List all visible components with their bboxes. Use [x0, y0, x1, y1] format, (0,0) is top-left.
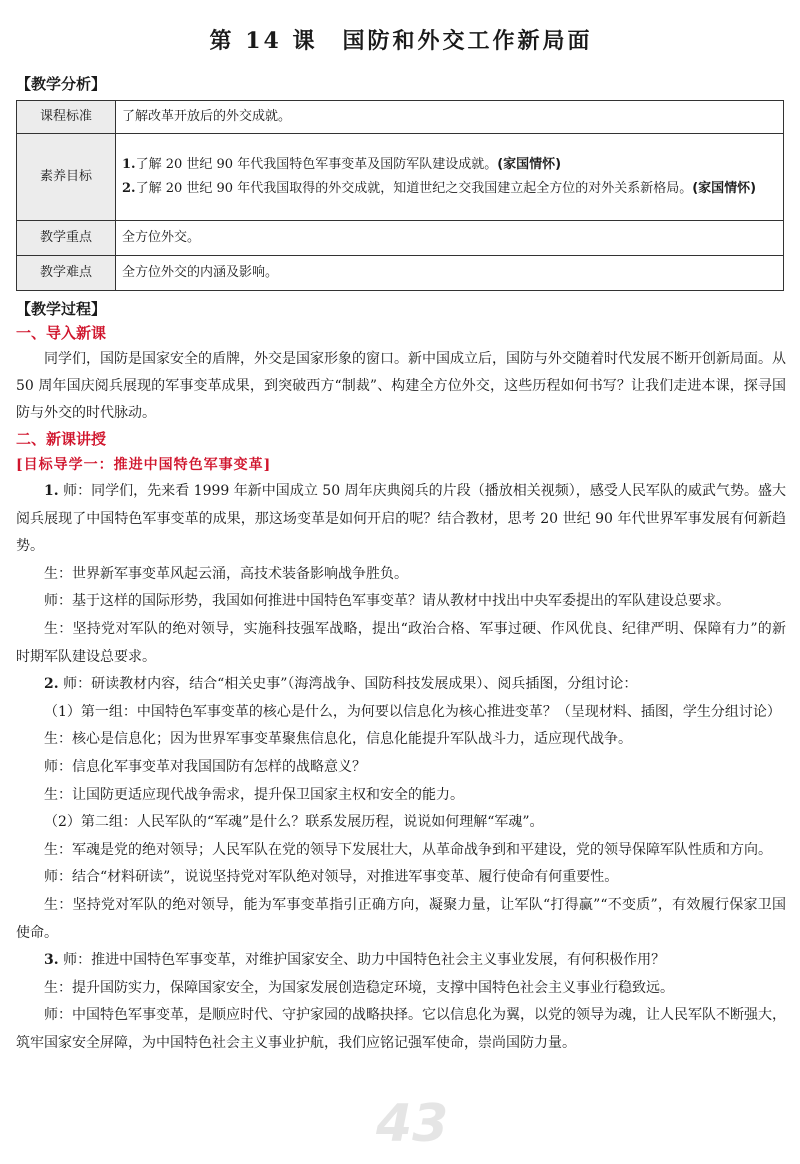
- row-content: 全方位外交的内涵及影响。: [116, 256, 784, 291]
- row-content: 全方位外交。: [116, 221, 784, 256]
- row-label: 教学重点: [17, 221, 116, 256]
- intro-paragraph: 同学们，国防是国家安全的盾牌，外交是国家形象的窗口。新中国成立后，国防与外交随着时代发展不断开创新局面。从 50 周年国庆阅兵展现的军事变革成果，到突破西方“制裁”、构建全方位外交，这些历程如何书写？让我们走进本课，探寻国防与外交的时代脉动。: [16, 351, 786, 421]
- lesson-paragraph: [16, 947, 786, 975]
- paragraph-text: 生：坚持党对军队的绝对领导，能为军事变革指引正确方向，凝聚力量，让军队“打得赢”“不变质”，有效履行保家卫国使命。: [16, 896, 786, 941]
- table-row: [17, 134, 784, 221]
- lesson-paragraph: [16, 975, 786, 1003]
- goal-item: [122, 177, 777, 201]
- goal-text: 了解 20 世纪 90 年代我国特色军事变革及国防军队建设成就。: [135, 157, 498, 172]
- table-row: [17, 256, 784, 291]
- paragraph-text: 师：结合“材料研读”，说说坚持党对军队绝对领导，对推进军事变革、履行使命有何重要性。: [44, 869, 619, 886]
- lesson-paragraph: [16, 478, 786, 561]
- row-label: 教学难点: [17, 256, 116, 291]
- paragraph-text: 师：中国特色军事变革，是顺应时代、守护家园的战略抉择。它以信息化为翼，以党的领导为魂，让人民军队不断强大，筑牢国家安全屏障，为中国特色社会主义事业护航，我们应铭记强军使命，崇尚国防力量。: [16, 1007, 786, 1051]
- page: [16, 26, 786, 1057]
- lesson-paragraph: [16, 864, 786, 892]
- paragraph-text: 师：推进中国特色军事变革，对维护国家安全、助力中国特色社会主义事业发展，有何积极作用？: [63, 952, 666, 969]
- paragraph-text: 师：同学们，先来看 1999 年新中国成立 50 周年庆典阅兵的片段（播放相关视频），感受人民军队的威武气势。盛大阅兵展现了中国特色军事变革的成果，那这场变革是如何开启的呢？结合教材，思考 20 世纪 90 年代世界军事发展有何新趋势。: [16, 483, 786, 555]
- analysis-heading: 【教学分析】: [16, 75, 107, 93]
- lesson-paragraph: [16, 671, 786, 699]
- row-label: 素养目标: [17, 134, 116, 221]
- lesson-title: 第 14 课 国防和外交工作新局面: [209, 28, 593, 54]
- paragraph-text: 生：核心是信息化；因为世界军事变革聚焦信息化，信息化能提升军队战斗力，适应现代战争。: [44, 731, 632, 748]
- lesson-paragraph: [16, 616, 786, 671]
- paragraph-number: 1.: [44, 483, 59, 499]
- lesson-paragraph: [16, 782, 786, 810]
- lesson-paragraph: [16, 699, 786, 727]
- row-content-goals: [116, 134, 784, 221]
- section-lecture-heading: 二、新课讲授: [16, 430, 107, 448]
- paragraph-text: 生：坚持党对军队的绝对领导，实施科技强军战略，提出“政治合格、军事过硬、作风优良、纪律严明、保障有力”的新时期军队建设总要求。: [16, 620, 786, 665]
- page-number-watermark: 43: [376, 1094, 449, 1154]
- paragraph-text: 师：基于这样的国际形势，我国如何推进中国特色军事变革？请从教材中找出中央军委提出的军队建设总要求。: [44, 593, 730, 610]
- paragraph-text: 生：世界新军事变革风起云涌，高技术装备影响战争胜负。: [44, 565, 408, 582]
- lesson-paragraph: [16, 837, 786, 865]
- goal-tag: (家国情怀): [497, 157, 562, 172]
- paragraph-text: （1）第一组：中国特色军事变革的核心是什么，为何要以信息化为核心推进变革？（呈现材料、插图，学生分组讨论）: [44, 703, 781, 720]
- goal-number: 1.: [122, 157, 136, 172]
- paragraph-text: （2）第二组：人民军队的“军魂”是什么？联系发展历程，说说如何理解“军魂”。: [44, 814, 544, 831]
- paragraph-text: 生：让国防更适应现代战争需求，提升保卫国家主权和安全的能力。: [44, 786, 464, 803]
- lesson-paragraph: [16, 1002, 786, 1057]
- paragraph-number: 2.: [44, 676, 59, 693]
- lesson-paragraph: [16, 809, 786, 837]
- row-content: 了解改革开放后的外交成就。: [116, 101, 784, 134]
- lesson-paragraphs: [16, 478, 786, 1057]
- paragraph-text: 师：信息化军事变革对我国国防有怎样的战略意义？: [44, 758, 366, 775]
- goal-item: [122, 153, 777, 177]
- goal-tag: (家国情怀): [692, 181, 757, 196]
- section-intro-heading: 一、导入新课: [16, 324, 107, 342]
- lesson-paragraph: [16, 726, 786, 754]
- goal-text: 了解 20 世纪 90 年代我国取得的外交成就，知道世纪之交我国建立起全方位的对外关系新格局。: [135, 181, 693, 196]
- row-label: 课程标准: [17, 101, 116, 134]
- paragraph-text: 生：提升国防实力，保障国家安全，为国家发展创造稳定环境，支撑中国特色社会主义事业行稳致远。: [44, 979, 674, 996]
- table-row: [17, 101, 784, 134]
- lesson-paragraph: [16, 561, 786, 589]
- lesson-paragraph: [16, 588, 786, 616]
- goal-number: 2.: [122, 181, 136, 196]
- analysis-table: [16, 100, 784, 291]
- goal-guide-title: [目标导学一：推进中国特色军事变革]: [16, 457, 272, 473]
- lesson-paragraph: [16, 754, 786, 782]
- paragraph-number: 3.: [44, 952, 59, 969]
- process-heading: 【教学过程】: [16, 300, 107, 318]
- lesson-paragraph: [16, 892, 786, 947]
- table-row: [17, 221, 784, 256]
- paragraph-text: 师：研读教材内容，结合“相关史事”（海湾战争、国防科技发展成果）、阅兵插图，分组讨论：: [63, 676, 638, 693]
- paragraph-text: 生：军魂是党的绝对领导；人民军队在党的领导下发展壮大，从革命战争到和平建设，党的领导保障军队性质和方向。: [44, 841, 772, 858]
